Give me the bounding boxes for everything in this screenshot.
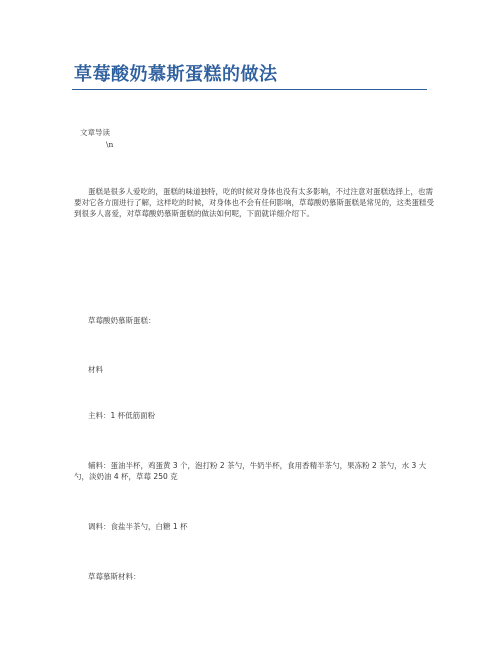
auxiliary-ingredients: 辅料：蛋油半杯，鸡蛋黄 3 个，泡打粉 2 茶勺，牛奶半杯，食用香精半茶勺，果冻粉 2 茶勺，水 3 大勺，淡奶油 4 杯，草莓 250 克 [74,461,427,482]
materials-label: 材料 [88,365,103,374]
section-heading: 草莓酸奶慕斯蛋糕： [88,316,156,325]
escape-text: \n [106,140,114,149]
guide-label: 文章导读 [80,128,110,137]
seasoning: 调料：食盐半茶勺，白糖 1 杯 [88,522,188,531]
title-divider [72,89,427,90]
document-title: 草莓酸奶慕斯蛋糕的做法 [74,64,278,85]
main-ingredient: 主料：1 杯低筋面粉 [88,411,156,420]
mousse-heading: 草莓慕斯材料： [88,572,141,581]
intro-paragraph: 蛋糕是很多人爱吃的，蛋糕的味道独特，吃的时候对身体也没有太多影响，不过注意对蛋糕选择上，也需要对它各方面进行了解，这样吃的时候，对身体也不会有任何影响，草莓酸奶慕斯蛋糕是常见的，这类蛋糕受到很多人喜爱，对草莓酸奶慕斯蛋糕的做法如何呢，下面就详细介绍下。 [74,187,434,219]
